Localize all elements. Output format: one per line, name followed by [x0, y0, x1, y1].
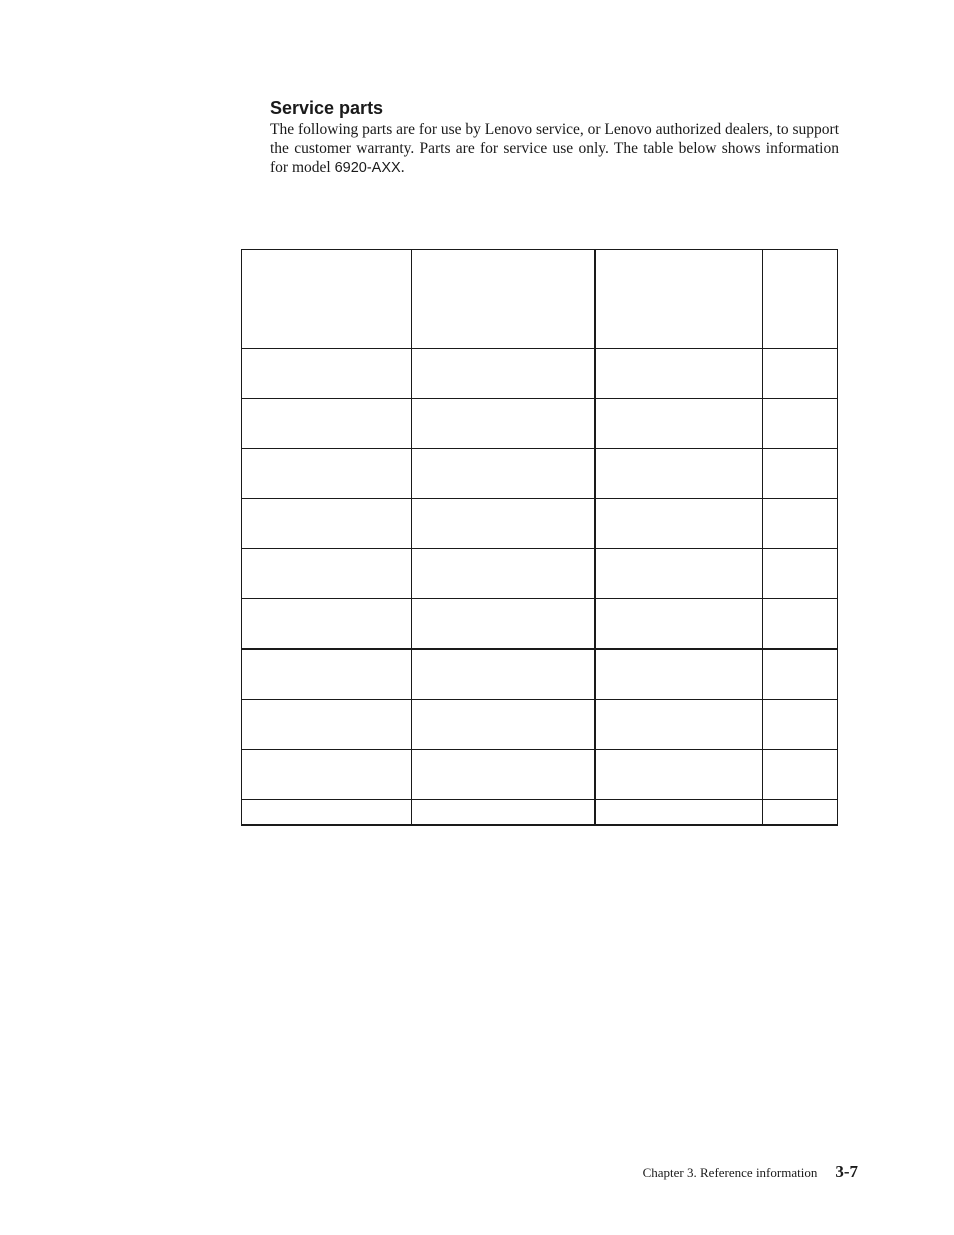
table-row [242, 549, 838, 599]
table-cell [763, 449, 838, 499]
table-cell [763, 800, 838, 826]
table-cell [595, 499, 763, 549]
table-cell [763, 250, 838, 349]
table-row [242, 700, 838, 750]
table-cell [412, 549, 595, 599]
page-number: 3-7 [835, 1162, 858, 1181]
service-parts-table [241, 249, 838, 826]
table-row [242, 449, 838, 499]
table-cell [242, 599, 412, 650]
table-cell [412, 599, 595, 650]
table-cell [595, 800, 763, 826]
table-header-row [242, 250, 838, 349]
table-cell [595, 250, 763, 349]
table-cell [412, 750, 595, 800]
table-cell [242, 700, 412, 750]
table-cell [595, 349, 763, 399]
table-cell [242, 250, 412, 349]
table-cell [763, 349, 838, 399]
table-cell [595, 750, 763, 800]
table-cell [412, 399, 595, 449]
table-row [242, 349, 838, 399]
table-cell [242, 549, 412, 599]
table-cell [412, 449, 595, 499]
page-footer [643, 1162, 858, 1182]
table-cell [763, 399, 838, 449]
table-row [242, 599, 838, 650]
table-row [242, 800, 838, 826]
table-cell [763, 750, 838, 800]
table-cell [595, 649, 763, 700]
table-cell [763, 599, 838, 650]
table-cell [412, 499, 595, 549]
table-cell [242, 649, 412, 700]
table-cell [595, 549, 763, 599]
table-cell [595, 399, 763, 449]
table-cell [242, 750, 412, 800]
table-cell [412, 250, 595, 349]
table-cell [242, 399, 412, 449]
table-cell [412, 649, 595, 700]
table-cell [412, 349, 595, 399]
table-cell [595, 599, 763, 650]
chapter-label: Chapter 3. Reference information [642, 1165, 818, 1180]
model-number: 6920-AXX [334, 160, 401, 176]
table-row [242, 499, 838, 549]
intro-end: . [400, 159, 405, 176]
section-title: Service parts [270, 98, 384, 118]
intro-paragraph [270, 120, 839, 178]
table-row [242, 649, 838, 700]
table-cell [242, 800, 412, 826]
table-cell [412, 700, 595, 750]
table-cell [242, 449, 412, 499]
intro-text: The following parts are for use by Lenovo service, or Lenovo authorized dealers, to support the customer warranty. Parts are for service use only. The table below shows information for model [270, 121, 840, 176]
table-cell [763, 549, 838, 599]
table-cell [412, 800, 595, 826]
table-cell [763, 649, 838, 700]
table-row [242, 399, 838, 449]
table-row [242, 750, 838, 800]
table-cell [242, 499, 412, 549]
table-cell [595, 449, 763, 499]
table-cell [242, 349, 412, 399]
table-cell [763, 700, 838, 750]
table-cell [763, 499, 838, 549]
table-cell [595, 700, 763, 750]
